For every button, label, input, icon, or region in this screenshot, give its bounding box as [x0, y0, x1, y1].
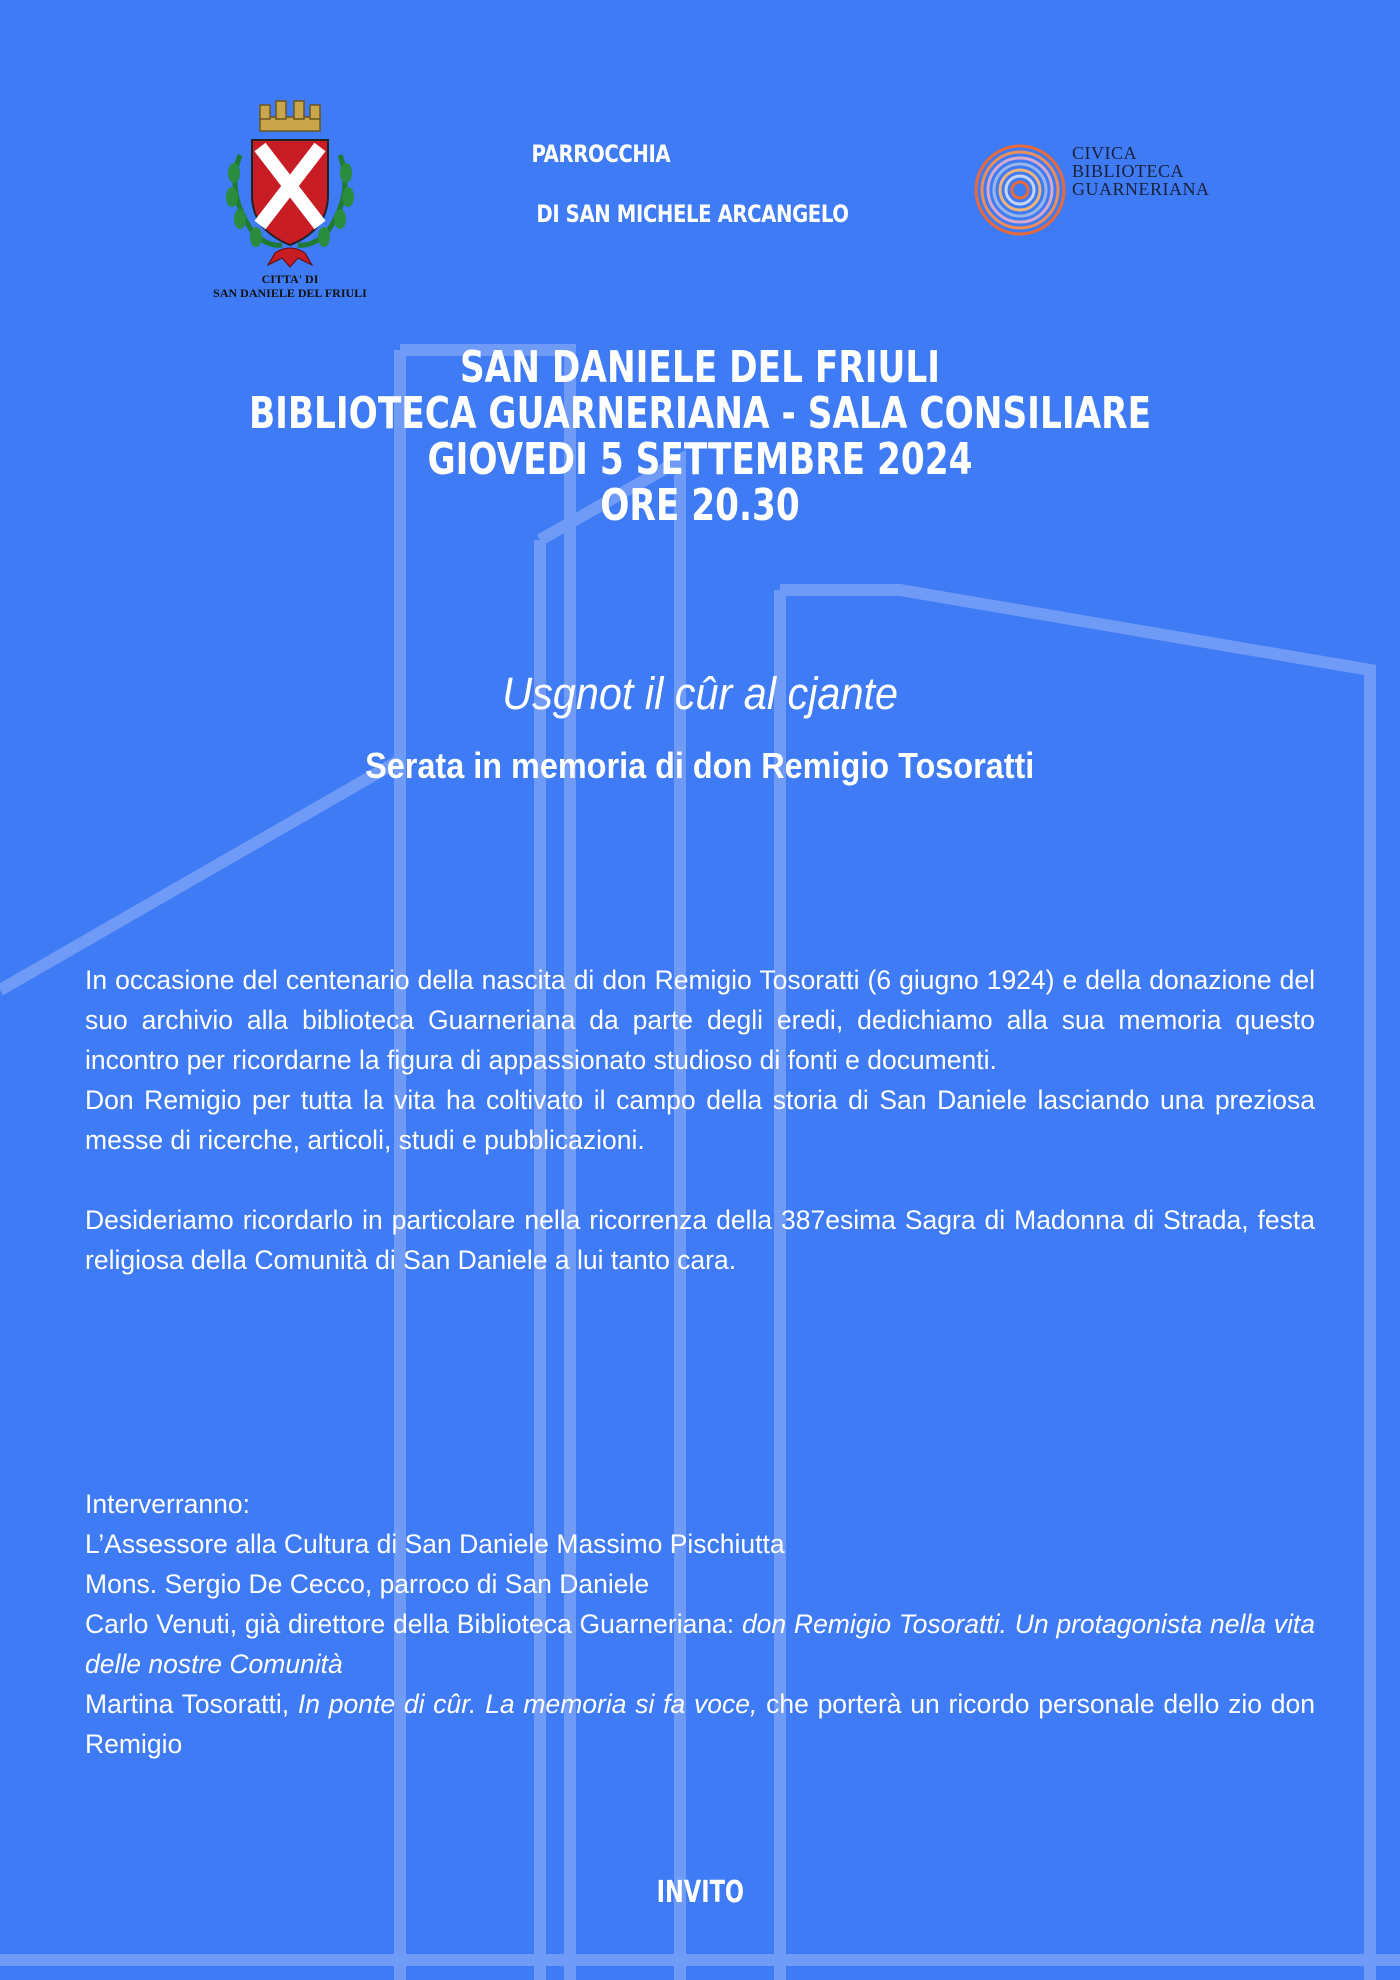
speaker-4-talk: In ponte di cûr. La memoria si fa voce, [297, 1689, 758, 1719]
concentric-rings-icon [972, 142, 1068, 238]
crest-shield-icon [220, 95, 360, 270]
parish-line1: PARROCCHIA [531, 140, 671, 168]
city-crest-logo [200, 95, 380, 300]
speaker-3 [85, 1604, 1315, 1684]
event-title [100, 668, 1300, 720]
event-time: ORE 20.30 [600, 480, 800, 531]
event-location-city: SAN DANIELE DEL FRIULI [459, 342, 941, 393]
speaker-1: L’Assessore alla Cultura di San Daniele Massimo Pischiutta [85, 1529, 785, 1559]
speaker-3-name: Carlo Venuti, già direttore della Biblioteca Guarneriana: [85, 1609, 742, 1639]
speaker-3-talk: don Remigio Tosoratti. Un protagonista nella vita delle nostre Comunità [85, 1609, 1315, 1679]
library-logo [972, 142, 1252, 242]
speakers-heading: Interverranno: [85, 1489, 250, 1519]
event-subtitle-text: Serata in memoria di don Remigio Tosoratti [365, 745, 1035, 786]
body-paragraph-3: Desideriamo ricordarlo in particolare nella ricorrenza della 387esima Sagra di Madonna di Strada, festa religiosa della Comunità di San Daniele a lui tanto cara. [85, 1205, 1315, 1275]
speaker-4 [85, 1684, 1315, 1764]
library-name-line1: CIVICA [1072, 143, 1137, 163]
event-subtitle [100, 745, 1300, 787]
parish-line2: DI SAN MICHELE ARCANGELO [536, 200, 849, 228]
library-name-line2: BIBLIOTECA [1072, 161, 1184, 181]
speaker-2: Mons. Sergio De Cecco, parroco di San Daniele [85, 1569, 650, 1599]
invitation-label-text: INVITO [656, 1875, 744, 1910]
speakers-list [85, 1484, 1315, 1764]
event-location-venue: BIBLIOTECA GUARNERIANA - SALA CONSILIARE [248, 388, 1152, 439]
event-date: GIOVEDI 5 SETTEMBRE 2024 [427, 434, 973, 485]
speaker-4-note: che porterà un ricordo personale dello zio don Remigio [85, 1689, 1316, 1759]
crest-caption-line1: CITTA' DI [261, 272, 319, 286]
speaker-4-name: Martina Tosoratti, [85, 1689, 298, 1719]
body-paragraph-2: Don Remigio per tutta la vita ha coltivato il campo della storia di San Daniele lasciando una preziosa messe di ricerche, articoli, studi e pubblicazioni. [85, 1085, 1315, 1155]
invitation-label [0, 1875, 1400, 1910]
event-details [100, 342, 1300, 531]
body-text [85, 960, 1315, 1280]
body-paragraph-1: In occasione del centenario della nascita di don Remigio Tosoratti (6 giugno 1924) e della donazione del suo archivio alla biblioteca Guarneriana da parte degli eredi, dedichiamo alla sua memoria questo incontro per ricordarne la figura di appassionato studioso di fonti e documenti. [85, 965, 1315, 1075]
event-title-text: Usgnot il cûr al cjante [502, 668, 898, 719]
library-name-line3: GUARNERIANA [1072, 179, 1210, 199]
crest-caption-line2: SAN DANIELE DEL FRIULI [213, 286, 367, 300]
